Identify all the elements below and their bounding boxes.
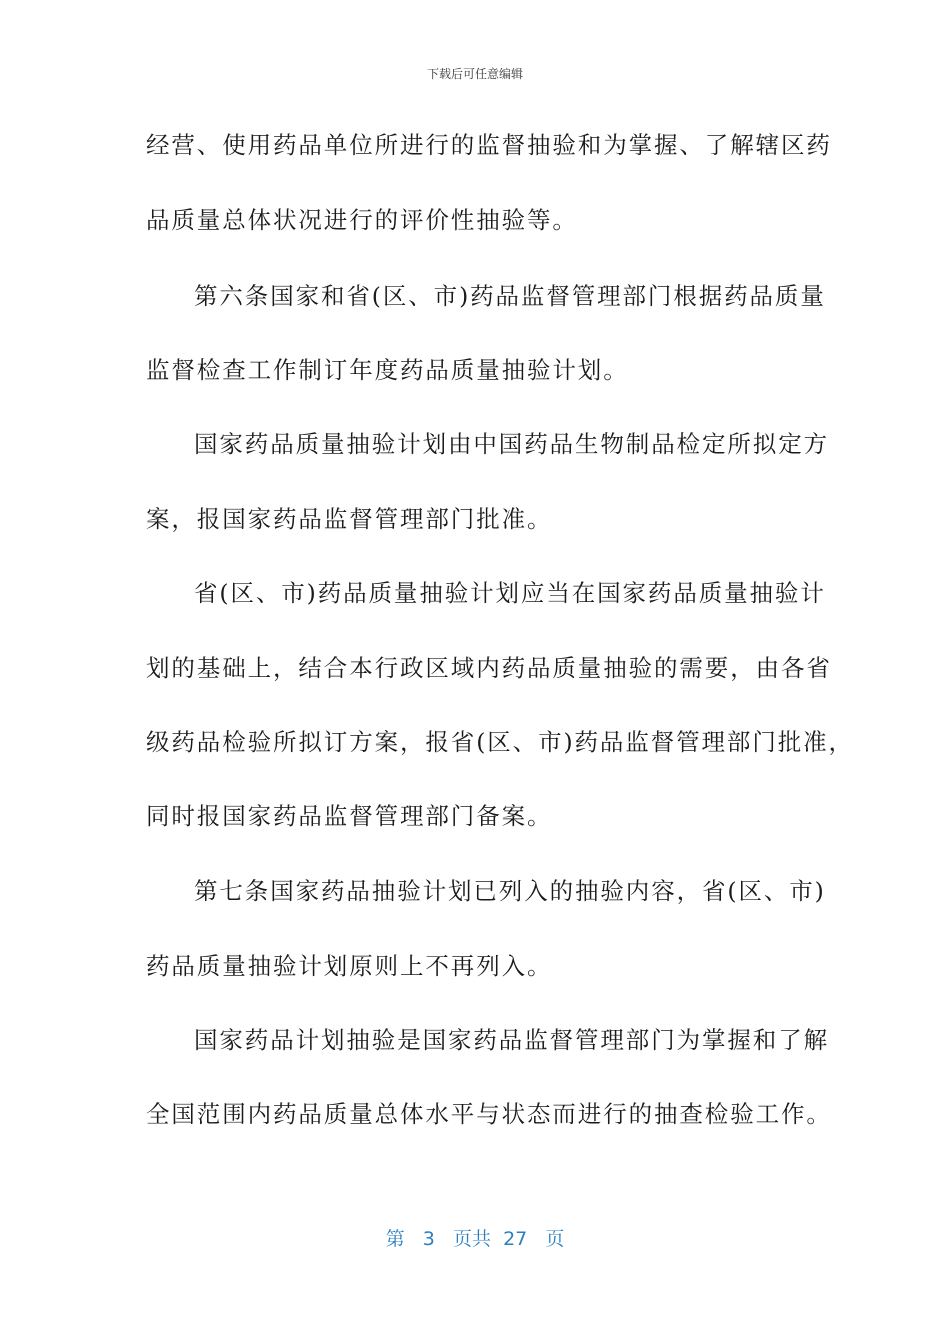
body-line: 第六条国家和省(区、市)药品监督管理部门根据药品质量 xyxy=(194,282,826,310)
page-footer xyxy=(0,1225,950,1253)
body-line: 案，报国家药品监督管理部门批准。 xyxy=(146,505,553,533)
body-line: 全国范围内药品质量总体水平与状态而进行的抽查检验工作。 xyxy=(146,1100,832,1128)
body-line: 药品质量抽验计划原则上不再列入。 xyxy=(146,952,553,980)
body-line: 经营、使用药品单位所进行的监督抽验和为掌握、了解辖区药 xyxy=(146,131,832,159)
footer-suffix: 页 xyxy=(545,1228,565,1250)
footer-middle: 页共 xyxy=(452,1228,491,1250)
body-line: 级药品检验所拟订方案，报省(区、市)药品监督管理部门批准， xyxy=(146,728,854,756)
current-page-number: 3 xyxy=(422,1228,435,1250)
total-pages-number: 27 xyxy=(503,1228,528,1250)
footer-prefix: 第 xyxy=(385,1228,405,1250)
body-line: 监督检查工作制订年度药品质量抽验计划。 xyxy=(146,356,629,384)
body-line: 省(区、市)药品质量抽验计划应当在国家药品质量抽验计 xyxy=(194,579,826,607)
body-line: 第七条国家药品抽验计划已列入的抽验内容，省(区、市) xyxy=(194,877,826,905)
body-line: 同时报国家药品监督管理部门备案。 xyxy=(146,802,553,830)
body-line: 国家药品计划抽验是国家药品监督管理部门为掌握和了解 xyxy=(194,1026,829,1054)
body-line: 品质量总体状况进行的评价性抽验等。 xyxy=(146,206,578,234)
page-header: 下载后可任意编辑 xyxy=(426,67,523,81)
body-line: 划的基础上，结合本行政区域内药品质量抽验的需要，由各省 xyxy=(146,654,832,682)
body-line: 国家药品质量抽验计划由中国药品生物制品检定所拟定方 xyxy=(194,430,829,458)
